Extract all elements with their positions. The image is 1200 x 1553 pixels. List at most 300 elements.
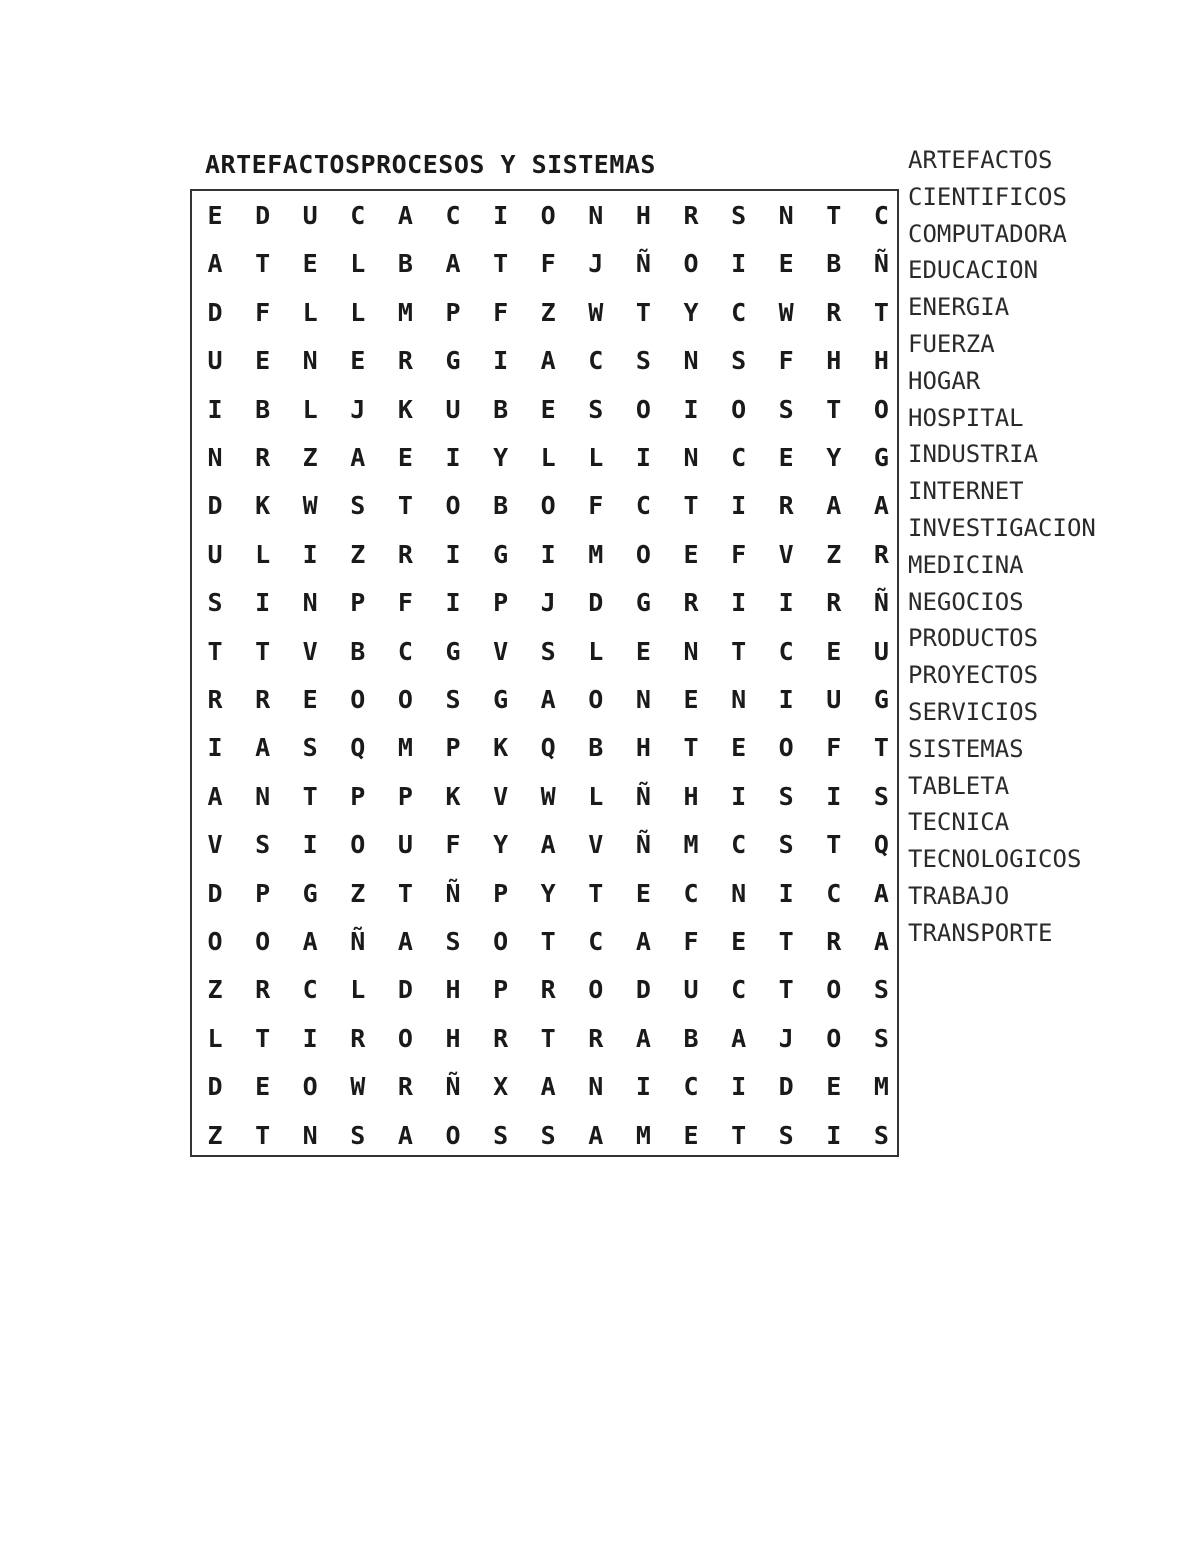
grid-letter: O (397, 1023, 413, 1053)
grid-letter: G (873, 443, 889, 472)
grid-letter: O (826, 975, 842, 1005)
grid-letter: S (255, 830, 271, 860)
grid-letter: O (635, 394, 651, 424)
word-list-item: INVESTIGACION (908, 513, 1096, 542)
grid-letter: A (873, 927, 889, 956)
grid-letter: Q (350, 733, 366, 763)
grid-letter: M (873, 1072, 889, 1102)
grid-letter: R (540, 975, 556, 1005)
grid-letter: E (350, 346, 366, 376)
grid-letter: L (350, 249, 366, 279)
grid-letter: M (588, 539, 604, 569)
grid-letter: N (731, 878, 747, 908)
grid-letter: Y (493, 830, 509, 860)
grid-letter: S (873, 781, 889, 811)
grid-letter: O (207, 927, 223, 956)
grid-letter: T (255, 1023, 271, 1053)
grid-letter: T (255, 636, 271, 666)
grid-letter: D (635, 975, 651, 1005)
grid-letter: A (397, 201, 413, 230)
word-search-grid (190, 189, 899, 1157)
grid-letter: I (255, 588, 271, 618)
grid-letter: B (350, 636, 366, 666)
grid-letter: N (588, 201, 604, 230)
grid-letter: I (302, 1023, 318, 1053)
grid-letter: E (731, 733, 747, 763)
grid-letter: N (683, 636, 699, 666)
grid-letter: Y (826, 443, 842, 472)
grid-letter: I (731, 249, 747, 279)
grid-letter: C (683, 878, 699, 908)
grid-letter: K (493, 733, 509, 763)
grid-letter: L (302, 297, 318, 327)
grid-letter: D (255, 201, 271, 230)
grid-letter: T (683, 491, 699, 521)
grid-letter: B (493, 394, 509, 424)
grid-letter: P (445, 733, 461, 763)
grid-letter: A (540, 1072, 556, 1102)
grid-letter: I (731, 781, 747, 811)
grid-letter: B (397, 249, 413, 279)
grid-letter: K (397, 394, 413, 424)
grid-letter: T (826, 201, 842, 230)
grid-letter: R (397, 1072, 413, 1102)
letter-grid (192, 191, 897, 1155)
grid-letter: I (302, 830, 318, 860)
grid-letter: T (588, 878, 604, 908)
grid-letter: O (826, 1023, 842, 1053)
grid-letter: O (350, 830, 366, 860)
grid-letter: I (635, 443, 651, 472)
grid-letter: I (302, 539, 318, 569)
word-list-item: SISTEMAS (908, 734, 1024, 763)
grid-letter: A (397, 927, 413, 956)
grid-letter: Z (207, 1120, 223, 1150)
grid-letter: Ñ (873, 588, 889, 618)
grid-letter: D (588, 588, 604, 618)
grid-letter: E (397, 443, 413, 472)
grid-letter: U (826, 685, 842, 714)
grid-letter: D (397, 975, 413, 1005)
grid-letter: A (540, 685, 556, 714)
grid-letter: S (778, 394, 794, 424)
grid-letter: W (778, 297, 794, 327)
grid-letter: A (540, 830, 556, 860)
grid-letter: T (540, 1023, 556, 1053)
grid-letter: A (635, 927, 651, 956)
grid-letter: H (635, 733, 651, 763)
grid-letter: G (493, 539, 509, 569)
grid-letter: E (778, 249, 794, 279)
word-list-item: PRODUCTOS (908, 624, 1039, 653)
grid-letter: B (588, 733, 604, 763)
grid-letter: S (207, 588, 223, 618)
grid-letter: T (731, 636, 747, 666)
grid-letter: N (731, 685, 747, 714)
grid-letter: R (207, 685, 223, 714)
grid-letter: Ñ (873, 249, 889, 279)
grid-letter: C (731, 443, 747, 472)
grid-letter: K (445, 781, 461, 811)
grid-letter: R (683, 588, 699, 618)
grid-letter: V (493, 636, 509, 666)
grid-letter: I (731, 491, 747, 521)
grid-letter: T (397, 491, 413, 521)
grid-letter: V (588, 830, 604, 860)
grid-letter: Z (350, 539, 366, 569)
grid-letter: E (540, 394, 556, 424)
grid-letter: N (588, 1072, 604, 1102)
grid-letter: F (255, 297, 271, 327)
grid-letter: O (778, 733, 794, 763)
word-list-item: COMPUTADORA (908, 219, 1067, 248)
grid-letter: N (302, 346, 318, 376)
grid-letter: S (778, 830, 794, 860)
grid-letter: F (397, 588, 413, 618)
grid-letter: K (255, 491, 271, 521)
grid-letter: F (493, 297, 509, 327)
grid-letter: D (207, 297, 223, 327)
grid-letter: V (302, 636, 318, 666)
word-list-item: TECNOLOGICOS (908, 845, 1082, 874)
grid-letter: O (683, 249, 699, 279)
grid-letter: H (635, 201, 651, 230)
grid-letter: H (826, 346, 842, 376)
grid-letter: R (588, 1023, 604, 1053)
grid-letter: P (350, 781, 366, 811)
grid-letter: N (778, 201, 794, 230)
grid-letter: N (302, 1120, 318, 1150)
grid-letter: O (397, 685, 413, 714)
grid-letter: G (493, 685, 509, 714)
grid-letter: L (302, 394, 318, 424)
grid-letter: P (493, 975, 509, 1005)
grid-letter: I (731, 588, 747, 618)
grid-letter: C (635, 491, 651, 521)
grid-letter: T (778, 975, 794, 1005)
grid-letter: U (445, 394, 461, 424)
word-list-item: MEDICINA (908, 550, 1024, 579)
grid-letter: T (826, 830, 842, 860)
grid-letter: S (350, 1120, 366, 1150)
grid-letter: J (588, 249, 604, 279)
grid-letter: L (588, 781, 604, 811)
grid-letter: C (683, 1072, 699, 1102)
grid-letter: Z (540, 297, 556, 327)
grid-letter: C (731, 830, 747, 860)
grid-letter: F (826, 733, 842, 763)
word-list-item: NEGOCIOS (908, 587, 1024, 616)
grid-letter: Y (493, 443, 509, 472)
grid-letter: P (445, 297, 461, 327)
grid-letter: F (683, 927, 699, 956)
grid-letter: Ñ (445, 878, 461, 908)
grid-letter: R (826, 927, 842, 956)
grid-letter: T (302, 781, 318, 811)
grid-letter: O (588, 975, 604, 1005)
grid-letter: W (540, 781, 556, 811)
grid-letter: A (207, 781, 223, 811)
grid-letter: E (683, 685, 699, 714)
grid-letter: V (778, 539, 794, 569)
grid-letter: T (873, 733, 889, 763)
grid-letter: P (493, 878, 509, 908)
puzzle-title: ARTEFACTOSPROCESOS Y SISTEMAS (205, 150, 656, 179)
grid-letter: E (302, 685, 318, 714)
grid-letter: E (635, 636, 651, 666)
grid-letter: S (540, 1120, 556, 1150)
grid-letter: G (635, 588, 651, 618)
grid-letter: C (397, 636, 413, 666)
grid-letter: N (255, 781, 271, 811)
grid-letter: L (540, 443, 556, 472)
grid-letter: I (540, 539, 556, 569)
grid-letter: W (588, 297, 604, 327)
grid-letter: R (778, 491, 794, 521)
grid-letter: T (493, 249, 509, 279)
grid-letter: V (493, 781, 509, 811)
grid-letter: O (873, 394, 889, 424)
grid-letter: H (445, 1023, 461, 1053)
grid-letter: M (683, 830, 699, 860)
grid-letter: C (731, 297, 747, 327)
word-list-item: ENERGIA (908, 293, 1010, 322)
grid-letter: I (826, 781, 842, 811)
grid-letter: I (207, 733, 223, 763)
word-list-item: TRANSPORTE (908, 918, 1053, 947)
grid-letter: C (873, 201, 889, 230)
grid-letter: S (778, 781, 794, 811)
word-list-item: TECNICA (908, 808, 1010, 837)
grid-letter: I (635, 1072, 651, 1102)
grid-letter: I (445, 588, 461, 618)
grid-letter: Ñ (445, 1072, 461, 1102)
grid-letter: I (778, 878, 794, 908)
grid-letter: O (445, 491, 461, 521)
word-list-item: TRABAJO (908, 881, 1010, 910)
grid-letter: A (350, 443, 366, 472)
grid-letter: S (635, 346, 651, 376)
grid-letter: S (540, 636, 556, 666)
grid-letter: Z (826, 539, 842, 569)
grid-letter: Q (540, 733, 556, 763)
grid-letter: S (731, 201, 747, 230)
word-list-item: HOGAR (908, 366, 981, 395)
grid-letter: Ñ (635, 781, 651, 811)
grid-letter: L (207, 1023, 223, 1053)
grid-letter: R (826, 588, 842, 618)
grid-letter: P (493, 588, 509, 618)
grid-letter: I (778, 685, 794, 714)
grid-letter: Q (873, 830, 889, 860)
word-list-item: ARTEFACTOS (908, 146, 1053, 174)
grid-letter: S (778, 1120, 794, 1150)
grid-letter: D (207, 1072, 223, 1102)
grid-letter: D (207, 878, 223, 908)
grid-letter: G (302, 878, 318, 908)
grid-letter: A (588, 1120, 604, 1150)
grid-letter: P (397, 781, 413, 811)
grid-letter: C (778, 636, 794, 666)
grid-letter: E (778, 443, 794, 472)
grid-letter: A (540, 346, 556, 376)
grid-letter: N (683, 346, 699, 376)
grid-letter: R (255, 443, 271, 472)
grid-letter: O (731, 394, 747, 424)
grid-letter: H (873, 346, 889, 376)
grid-letter: T (635, 297, 651, 327)
grid-letter: N (207, 443, 223, 472)
grid-letter: G (445, 346, 461, 376)
grid-letter: N (302, 588, 318, 618)
word-list-item: CIENTIFICOS (908, 182, 1067, 211)
grid-letter: V (207, 830, 223, 860)
grid-letter: F (445, 830, 461, 860)
grid-letter: O (445, 1120, 461, 1150)
grid-letter: C (588, 346, 604, 376)
grid-letter: T (826, 394, 842, 424)
grid-letter: R (826, 297, 842, 327)
grid-letter: H (445, 975, 461, 1005)
word-list-item: INDUSTRIA (908, 440, 1039, 469)
grid-letter: I (493, 346, 509, 376)
grid-letter: T (873, 297, 889, 327)
grid-letter: T (255, 249, 271, 279)
grid-letter: G (873, 685, 889, 714)
grid-letter: S (493, 1120, 509, 1150)
grid-letter: O (540, 491, 556, 521)
grid-letter: R (493, 1023, 509, 1053)
grid-letter: S (873, 1023, 889, 1053)
grid-letter: C (588, 927, 604, 956)
grid-letter: E (207, 201, 223, 230)
grid-letter: J (350, 394, 366, 424)
grid-letter: B (493, 491, 509, 521)
grid-letter: R (255, 975, 271, 1005)
grid-letter: E (826, 636, 842, 666)
grid-letter: E (255, 346, 271, 376)
grid-letter: A (731, 1023, 747, 1053)
grid-letter: A (873, 491, 889, 521)
grid-letter: T (397, 878, 413, 908)
grid-letter: R (873, 539, 889, 569)
grid-letter: B (255, 394, 271, 424)
grid-letter: S (873, 1120, 889, 1150)
word-list-item: FUERZA (908, 329, 995, 358)
grid-letter: M (635, 1120, 651, 1150)
grid-letter: I (778, 588, 794, 618)
grid-letter: M (397, 733, 413, 763)
grid-letter: E (683, 539, 699, 569)
grid-letter: Z (302, 443, 318, 472)
grid-letter: A (826, 491, 842, 521)
grid-letter: I (493, 201, 509, 230)
grid-letter: I (445, 539, 461, 569)
grid-letter: N (635, 685, 651, 714)
grid-letter: A (873, 878, 889, 908)
grid-letter: U (397, 830, 413, 860)
grid-letter: J (778, 1023, 794, 1053)
grid-letter: C (445, 201, 461, 230)
grid-letter: N (683, 443, 699, 472)
grid-letter: S (731, 346, 747, 376)
grid-letter: U (207, 346, 223, 376)
grid-letter: F (588, 491, 604, 521)
grid-letter: L (588, 636, 604, 666)
grid-letter: Y (683, 297, 699, 327)
grid-letter: R (255, 685, 271, 714)
grid-letter: Z (350, 878, 366, 908)
grid-letter: E (826, 1072, 842, 1102)
grid-letter: E (302, 249, 318, 279)
grid-letter: O (588, 685, 604, 714)
grid-letter: I (445, 443, 461, 472)
grid-letter: M (397, 297, 413, 327)
grid-letter: T (207, 636, 223, 666)
word-list-item: SERVICIOS (908, 697, 1039, 726)
grid-letter: A (255, 733, 271, 763)
grid-letter: Y (540, 878, 556, 908)
grid-letter: P (255, 878, 271, 908)
grid-letter: T (731, 1120, 747, 1150)
grid-letter: E (255, 1072, 271, 1102)
grid-letter: D (778, 1072, 794, 1102)
grid-letter: U (207, 539, 223, 569)
grid-letter: S (445, 685, 461, 714)
grid-letter: X (493, 1072, 509, 1102)
word-list (908, 142, 1188, 952)
grid-letter: L (255, 539, 271, 569)
grid-letter: F (778, 346, 794, 376)
grid-letter: T (778, 927, 794, 956)
grid-letter: O (635, 539, 651, 569)
grid-letter: P (350, 588, 366, 618)
grid-letter: B (683, 1023, 699, 1053)
grid-letter: C (731, 975, 747, 1005)
grid-letter: D (207, 491, 223, 521)
word-list-item: TABLETA (908, 771, 1010, 800)
word-list-item: PROYECTOS (908, 661, 1039, 690)
grid-letter: O (493, 927, 509, 956)
grid-letter: B (826, 249, 842, 279)
grid-letter: F (731, 539, 747, 569)
grid-letter: U (873, 636, 889, 666)
grid-letter: W (302, 491, 318, 521)
grid-letter: Ñ (350, 927, 366, 956)
grid-letter: C (302, 975, 318, 1005)
grid-letter: Z (207, 975, 223, 1005)
grid-letter: S (445, 927, 461, 956)
grid-letter: A (207, 249, 223, 279)
grid-letter: I (731, 1072, 747, 1102)
word-list-item: EDUCACION (908, 256, 1039, 285)
grid-letter: O (540, 201, 556, 230)
grid-letter: R (350, 1023, 366, 1053)
grid-letter: I (826, 1120, 842, 1150)
grid-letter: J (540, 588, 556, 618)
grid-letter: R (683, 201, 699, 230)
grid-letter: H (683, 781, 699, 811)
grid-letter: G (445, 636, 461, 666)
word-list-item: INTERNET (908, 477, 1024, 506)
grid-letter: O (302, 1072, 318, 1102)
grid-letter: Ñ (635, 830, 651, 860)
grid-letter: O (350, 685, 366, 714)
grid-letter: O (255, 927, 271, 956)
grid-letter: A (445, 249, 461, 279)
grid-letter: I (683, 394, 699, 424)
grid-letter: S (302, 733, 318, 763)
